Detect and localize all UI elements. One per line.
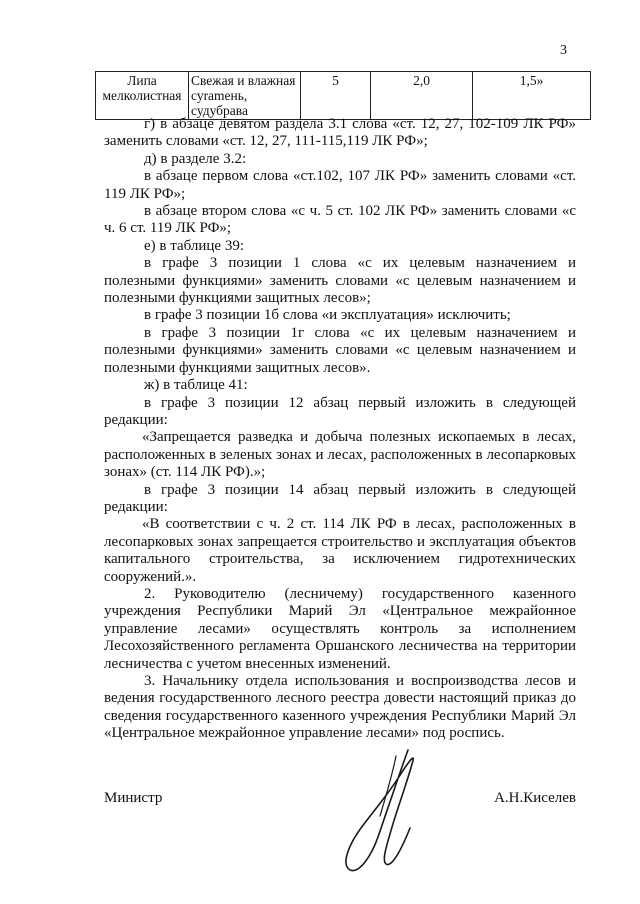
quoted-paragraph: «В соответствии с ч. 2 ст. 114 ЛК РФ в лесах, расположенных в лесопарковых зонах запрещается строительство и эксплуатация объектов капитального строительства, за исключением гидротехнических сооружений.». xyxy=(104,516,576,585)
table-cell-col3: 5 xyxy=(301,72,371,120)
quoted-paragraph: «Запрещается разведка и добыча полезных ископаемых в лесах, расположенных в зеленых зонах и лесах, расположенных в лесопарковых зонах» (ст. 114 ЛК РФ).»; xyxy=(104,429,576,481)
continuation-table xyxy=(95,71,591,120)
paragraph: в графе 3 позиции 1б слова «и эксплуатация» исключить; xyxy=(144,307,511,324)
paragraph: в графе 3 позиции 14 абзац первый изложить в следующей редакции: xyxy=(104,481,576,515)
signatory-name: А.Н.Киселев xyxy=(494,790,576,806)
signatory-title: Министр xyxy=(104,790,163,806)
table-cell-col4: 2,0 xyxy=(371,72,473,120)
paragraph: в абзаце втором слова «с ч. 5 ст. 102 ЛК РФ» заменить словами «с ч. 6 ст. 119 ЛК РФ»; xyxy=(104,203,576,237)
paragraph: в графе 3 позиции 1 слова «с их целевым назначением и полезными функциями» заменить словами «с целевым назначением и полезными функциями защитных лесов»; xyxy=(104,255,576,307)
paragraph: в графе 3 позиции 12 абзац первый изложить в следующей редакции: xyxy=(104,394,576,428)
paragraph: д) в разделе 3.2: xyxy=(144,150,247,167)
document-body xyxy=(104,116,576,743)
page-number: 3 xyxy=(560,43,567,58)
table-cell-forest-type: Свежая и влажная суramень, судубрава xyxy=(189,72,301,120)
paragraph: 2. Руководителю (лесничему) государственного казенного учреждения Республики Марий Эл «Центральное межрайонное управление лесами» осуществлять контроль за исполнением Лесохозяйственного регламента Оршанского лесничества на территории лесничества с учетом внесенных изменений. xyxy=(104,585,576,672)
table-row xyxy=(96,72,591,120)
paragraph: е) в таблице 39: xyxy=(144,237,245,254)
table-cell-col5: 1,5» xyxy=(473,72,591,120)
paragraph: в графе 3 позиции 1г слова «с их целевым назначением и полезными функциями» заменить словами «с целевым назначением и полезными функциями защитных лесов». xyxy=(104,324,576,376)
paragraph: в абзаце первом слова «ст.102, 107 ЛК РФ» заменить словами «ст. 119 ЛК РФ»; xyxy=(104,168,576,202)
paragraph: ж) в таблице 41: xyxy=(144,377,248,394)
paragraph: 3. Начальнику отдела использования и воспроизводства лесов и ведения государственного лесного реестра довести настоящий приказ до сведения государственного казенного учреждения Республики Марий Эл «Центральное межрайонное управление лесами» под роспись. xyxy=(104,673,576,742)
paragraph: г) в абзаце девятом раздела 3.1 слова «ст. 12, 27, 102-109 ЛК РФ» заменить словами «ст. 12, 27, 111-115,119 ЛК РФ»; xyxy=(104,116,576,150)
table-cell-species: Липа мелколистная xyxy=(96,72,189,120)
handwritten-signature xyxy=(320,742,430,882)
